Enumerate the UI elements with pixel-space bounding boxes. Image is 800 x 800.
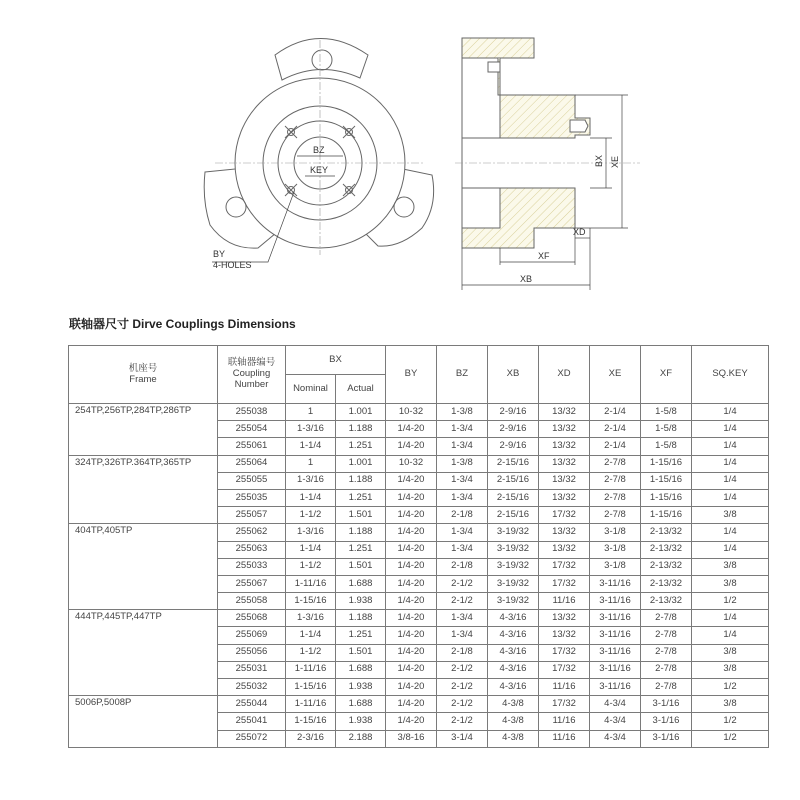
header-coupling [218,346,286,404]
cell-frame: 404TP,405TP [69,524,218,610]
cell-xf: 1-5/8 [641,421,692,438]
cell-bz: 2-1/2 [437,593,488,610]
cell-xb: 4-3/16 [488,661,539,678]
cell-xb: 3-19/32 [488,593,539,610]
cell-bx-nominal: 1-1/4 [286,541,336,558]
cell-bx-nominal: 1 [286,404,336,421]
cell-xe: 3-11/16 [590,644,641,661]
cell-bz: 1-3/4 [437,610,488,627]
cell-xd: 13/32 [539,627,590,644]
header-xf: XF [641,346,692,404]
cell-xd: 13/32 [539,404,590,421]
cell-bz: 1-3/4 [437,524,488,541]
cell-bx-nominal: 1-3/16 [286,610,336,627]
cell-bz: 2-1/2 [437,696,488,713]
label-by: BY [213,249,226,259]
cell-coupling: 255044 [218,696,286,713]
cell-xd: 13/32 [539,455,590,472]
header-frame-en: Frame [129,373,157,385]
cell-bx-actual: 1.688 [336,575,386,592]
cell-bx-actual: 1.188 [336,610,386,627]
cell-by: 1/4-20 [386,627,437,644]
cell-by: 1/4-20 [386,610,437,627]
dimensions-table [68,345,769,748]
cell-xd: 13/32 [539,438,590,455]
header-xd: XD [539,346,590,404]
label-4-holes: 4-HOLES [213,260,252,270]
cell-bx-nominal: 2-3/16 [286,730,336,747]
cell-frame: 254TP,256TP,284TP,286TP [69,404,218,456]
cell-by: 1/4-20 [386,661,437,678]
cell-bz: 2-1/2 [437,713,488,730]
cell-bz: 1-3/4 [437,627,488,644]
cell-bx-actual: 1.001 [336,455,386,472]
cell-bx-nominal: 1-11/16 [286,661,336,678]
cell-xd: 13/32 [539,524,590,541]
cell-xb: 3-19/32 [488,524,539,541]
cell-xd: 17/32 [539,661,590,678]
cell-xe: 2-1/4 [590,421,641,438]
cell-xe: 2-7/8 [590,489,641,506]
cell-sqkey: 1/4 [692,438,769,455]
cell-xd: 17/32 [539,696,590,713]
cell-bx-actual: 1.188 [336,421,386,438]
cell-by: 1/4-20 [386,438,437,455]
cell-sqkey: 3/8 [692,661,769,678]
cell-xb: 2-15/16 [488,472,539,489]
cell-frame: 444TP,445TP,447TP [69,610,218,696]
header-sqkey: SQ.KEY [692,346,769,404]
cell-sqkey: 3/8 [692,644,769,661]
cell-sqkey: 1/4 [692,489,769,506]
label-xf: XF [538,251,550,261]
cell-bz: 2-1/2 [437,661,488,678]
cell-xb: 2-9/16 [488,404,539,421]
header-by: BY [386,346,437,404]
cell-xb: 2-15/16 [488,489,539,506]
cell-xf: 2-7/8 [641,679,692,696]
cell-bx-actual: 1.501 [336,507,386,524]
cell-sqkey: 1/4 [692,404,769,421]
cell-bz: 1-3/4 [437,472,488,489]
cell-xe: 3-1/8 [590,524,641,541]
cell-bx-nominal: 1-1/2 [286,644,336,661]
header-xe: XE [590,346,641,404]
cell-by: 10-32 [386,404,437,421]
cell-bx-nominal: 1-3/16 [286,472,336,489]
cell-bx-nominal: 1 [286,455,336,472]
cell-bx-actual: 1.251 [336,438,386,455]
label-xd: XD [573,227,586,237]
cell-xe: 3-11/16 [590,661,641,678]
cell-xe: 4-3/4 [590,696,641,713]
cell-bx-nominal: 1-1/2 [286,558,336,575]
cell-xb: 4-3/16 [488,610,539,627]
cell-coupling: 255072 [218,730,286,747]
cell-bx-actual: 1.501 [336,644,386,661]
cell-bx-nominal: 1-3/16 [286,421,336,438]
cell-by: 1/4-20 [386,421,437,438]
cell-sqkey: 1/4 [692,610,769,627]
cell-bx-nominal: 1-1/4 [286,627,336,644]
table-row [69,455,769,472]
cell-sqkey: 3/8 [692,575,769,592]
cell-coupling: 255057 [218,507,286,524]
cell-sqkey: 1/2 [692,593,769,610]
header-coupling-en1: Coupling [232,368,271,380]
cell-sqkey: 1/4 [692,472,769,489]
header-xb: XB [488,346,539,404]
cell-xe: 3-11/16 [590,679,641,696]
cell-coupling: 255038 [218,404,286,421]
cell-bx-actual: 1.688 [336,696,386,713]
cell-xe: 2-1/4 [590,438,641,455]
cell-xf: 3-1/16 [641,730,692,747]
cell-coupling: 255055 [218,472,286,489]
cell-xf: 1-15/16 [641,507,692,524]
section-title: 联轴器尺寸 Dirve Couplings Dimensions [69,317,296,331]
cell-coupling: 255058 [218,593,286,610]
cell-bz: 2-1/2 [437,575,488,592]
cell-bz: 2-1/2 [437,679,488,696]
cell-coupling: 255031 [218,661,286,678]
cell-coupling: 255062 [218,524,286,541]
cell-xf: 1-5/8 [641,438,692,455]
cell-xb: 3-19/32 [488,558,539,575]
cell-xf: 1-15/16 [641,472,692,489]
cell-xb: 4-3/8 [488,730,539,747]
cell-bx-actual: 1.188 [336,472,386,489]
cell-by: 1/4-20 [386,507,437,524]
cell-sqkey: 3/8 [692,558,769,575]
cell-xf: 1-15/16 [641,489,692,506]
header-coupling-en2: Number [234,378,269,390]
cell-xb: 3-19/32 [488,575,539,592]
cell-bx-actual: 1.938 [336,593,386,610]
cell-xe: 2-7/8 [590,507,641,524]
table-row [69,696,769,713]
cell-xd: 13/32 [539,610,590,627]
cell-by: 1/4-20 [386,713,437,730]
cell-frame: 324TP,326TP.364TP,365TP [69,455,218,524]
cell-by: 10-32 [386,455,437,472]
header-bx-actual: Actual [336,375,386,404]
label-key: KEY [310,165,329,175]
cell-sqkey: 1/2 [692,713,769,730]
cell-sqkey: 1/2 [692,679,769,696]
cell-bx-nominal: 1-15/16 [286,593,336,610]
cell-sqkey: 1/4 [692,627,769,644]
cell-bx-nominal: 1-11/16 [286,575,336,592]
cell-xd: 13/32 [539,421,590,438]
cell-coupling: 255032 [218,679,286,696]
cell-xf: 2-7/8 [641,610,692,627]
cell-xf: 2-7/8 [641,661,692,678]
cell-bx-nominal: 1-15/16 [286,679,336,696]
cell-xb: 2-15/16 [488,507,539,524]
cell-xb: 4-3/8 [488,696,539,713]
cell-bz: 1-3/4 [437,541,488,558]
cell-sqkey: 1/2 [692,730,769,747]
cell-xd: 11/16 [539,730,590,747]
header-bx-nominal: Nominal [286,375,336,404]
cell-bx-actual: 1.188 [336,524,386,541]
cell-xf: 2-7/8 [641,644,692,661]
cell-sqkey: 1/4 [692,455,769,472]
cell-xf: 2-13/32 [641,541,692,558]
cell-by: 1/4-20 [386,541,437,558]
header-bz: BZ [437,346,488,404]
cell-sqkey: 1/4 [692,524,769,541]
cell-sqkey: 1/4 [692,541,769,558]
cell-bz: 1-3/4 [437,438,488,455]
cell-by: 1/4-20 [386,472,437,489]
cell-xd: 17/32 [539,507,590,524]
cell-xf: 3-1/16 [641,713,692,730]
cell-bz: 1-3/8 [437,455,488,472]
cell-xe: 2-1/4 [590,404,641,421]
table-row [69,610,769,627]
cell-bx-actual: 1.251 [336,627,386,644]
coupling-technical-drawing [0,0,800,300]
cell-xf: 2-13/32 [641,575,692,592]
cell-xd: 17/32 [539,575,590,592]
cell-bx-nominal: 1-1/4 [286,438,336,455]
cell-xe: 3-11/16 [590,575,641,592]
cell-xb: 4-3/8 [488,713,539,730]
cell-xd: 17/32 [539,558,590,575]
cell-by: 1/4-20 [386,696,437,713]
cell-bx-actual: 1.938 [336,713,386,730]
cell-coupling: 255035 [218,489,286,506]
cell-sqkey: 3/8 [692,696,769,713]
cell-xf: 2-13/32 [641,593,692,610]
cell-bz: 1-3/4 [437,421,488,438]
cell-bx-nominal: 1-15/16 [286,713,336,730]
cell-xd: 13/32 [539,489,590,506]
cell-by: 1/4-20 [386,524,437,541]
cell-xe: 3-1/8 [590,541,641,558]
cell-by: 1/4-20 [386,489,437,506]
cell-bx-actual: 1.251 [336,489,386,506]
cell-xf: 3-1/16 [641,696,692,713]
cell-coupling: 255069 [218,627,286,644]
cell-sqkey: 3/8 [692,507,769,524]
cell-bz: 1-3/8 [437,404,488,421]
cell-xe: 3-11/16 [590,593,641,610]
label-xe: XE [610,155,620,168]
cell-xd: 11/16 [539,593,590,610]
cell-by: 1/4-20 [386,593,437,610]
cell-by: 1/4-20 [386,644,437,661]
cell-by: 1/4-20 [386,679,437,696]
cell-xb: 4-3/16 [488,644,539,661]
label-xb: XB [520,274,533,284]
cell-xf: 1-5/8 [641,404,692,421]
cell-xd: 11/16 [539,679,590,696]
header-frame [69,346,218,404]
cell-xb: 4-3/16 [488,679,539,696]
cell-frame: 5006P,5008P [69,696,218,748]
cell-bz: 2-1/8 [437,507,488,524]
cell-xd: 17/32 [539,644,590,661]
cell-bz: 2-1/8 [437,644,488,661]
cell-coupling: 255068 [218,610,286,627]
cell-by: 1/4-20 [386,575,437,592]
cell-bz: 2-1/8 [437,558,488,575]
cell-xf: 2-13/32 [641,558,692,575]
cell-sqkey: 1/4 [692,421,769,438]
cell-coupling: 255061 [218,438,286,455]
cell-coupling: 255041 [218,713,286,730]
cell-xf: 2-7/8 [641,627,692,644]
cell-bx-nominal: 1-1/2 [286,507,336,524]
cell-by: 1/4-20 [386,558,437,575]
label-bz: BZ [313,145,325,155]
cell-bx-actual: 1.001 [336,404,386,421]
cell-bx-nominal: 1-1/4 [286,489,336,506]
cell-xe: 3-11/16 [590,627,641,644]
cell-bx-nominal: 1-3/16 [286,524,336,541]
cell-xb: 2-15/16 [488,455,539,472]
cell-coupling: 255033 [218,558,286,575]
cell-xf: 1-15/16 [641,455,692,472]
cell-coupling: 255063 [218,541,286,558]
cell-coupling: 255054 [218,421,286,438]
cell-xe: 4-3/4 [590,713,641,730]
cell-xb: 4-3/16 [488,627,539,644]
header-frame-cn: 机座号 [128,362,158,374]
cell-bz: 1-3/4 [437,489,488,506]
cell-bx-actual: 1.251 [336,541,386,558]
cell-xb: 2-9/16 [488,421,539,438]
cell-xb: 2-9/16 [488,438,539,455]
table-body [69,404,769,748]
cell-xd: 11/16 [539,713,590,730]
cell-bx-actual: 2.188 [336,730,386,747]
cell-bx-actual: 1.501 [336,558,386,575]
cell-xf: 2-13/32 [641,524,692,541]
cell-by: 3/8-16 [386,730,437,747]
cell-xe: 3-11/16 [590,610,641,627]
cell-bz: 3-1/4 [437,730,488,747]
cell-xe: 2-7/8 [590,455,641,472]
cell-bx-actual: 1.938 [336,679,386,696]
cell-coupling: 255064 [218,455,286,472]
header-bx: BX [286,346,386,375]
cell-coupling: 255067 [218,575,286,592]
cell-bx-actual: 1.688 [336,661,386,678]
cell-xe: 2-7/8 [590,472,641,489]
label-bx: BX [594,154,604,167]
table-row [69,404,769,421]
cell-xe: 4-3/4 [590,730,641,747]
table-row [69,524,769,541]
cell-xb: 3-19/32 [488,541,539,558]
header-coupling-cn: 联轴器编号 [227,357,276,369]
cell-xd: 13/32 [539,472,590,489]
cell-xd: 13/32 [539,541,590,558]
cell-xe: 3-1/8 [590,558,641,575]
cell-coupling: 255056 [218,644,286,661]
cell-bx-nominal: 1-11/16 [286,696,336,713]
